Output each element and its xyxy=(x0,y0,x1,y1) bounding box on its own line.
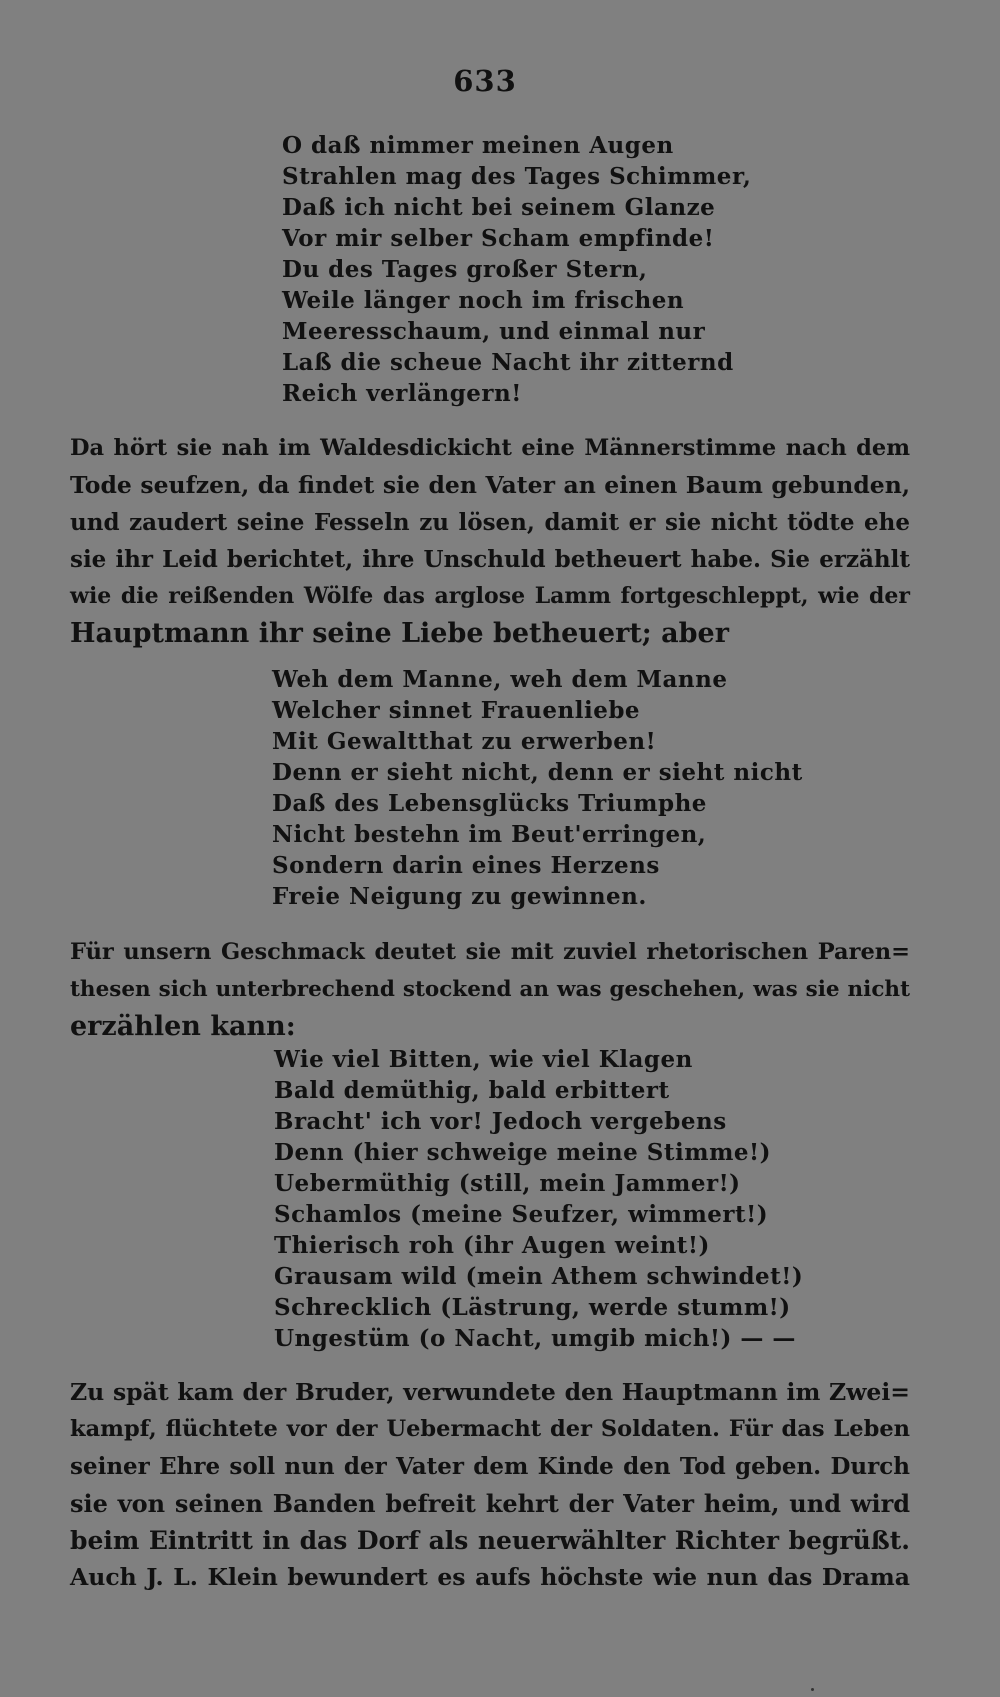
verse-line: Welcher sinnet Frauenliebe xyxy=(272,697,641,724)
prose-line: seiner Ehre soll nun der Vater dem Kinde den Tod geben. Durch xyxy=(70,1453,910,1480)
prose-paragraph-3 xyxy=(70,1374,910,1596)
verse-line: Vor mir selber Scham empfinde! xyxy=(282,225,715,252)
prose-line: Zu spät kam der Bruder, verwundete den Hauptmann im Zwei= xyxy=(70,1378,910,1406)
prose-line: erzählen kann: xyxy=(70,1011,296,1042)
prose-line: kampf, flüchtete vor der Uebermacht der Soldaten. Für das Leben xyxy=(70,1416,910,1442)
scan-speck xyxy=(811,1688,814,1691)
verse-line: Meeresschaum, und einmal nur xyxy=(282,318,706,345)
prose-line: sie ihr Leid berichtet, ihre Unschuld betheuert habe. Sie erzählt xyxy=(70,546,910,573)
verse-line: Mit Gewaltthat zu erwerben! xyxy=(272,728,657,755)
verse-line: Freie Neigung zu gewinnen. xyxy=(272,883,647,910)
verse-line: Bald demüthig, bald erbittert xyxy=(274,1077,670,1104)
verse-line: Weile länger noch im frischen xyxy=(282,287,685,314)
verse-line: Weh dem Manne, weh dem Manne xyxy=(272,666,728,693)
verse-block-2 xyxy=(272,664,803,912)
verse-line: Uebermüthig (still, mein Jammer!) xyxy=(274,1170,741,1197)
prose-line: Hauptmann ihr seine Liebe betheuert; aber xyxy=(70,618,729,649)
verse-line: Nicht bestehn im Beut'erringen, xyxy=(272,821,707,848)
verse-line: Bracht' ich vor! Jedoch vergebens xyxy=(274,1108,727,1135)
prose-line: wie die reißenden Wölfe das arglose Lamm fortgeschleppt, wie der xyxy=(70,583,910,609)
prose-line: Für unsern Geschmack deutet sie mit zuviel rhetorischen Paren= xyxy=(70,939,910,965)
prose-line: thesen sich unterbrechend stockend an was geschehen, was sie nicht xyxy=(70,977,910,1002)
verse-block-1 xyxy=(282,130,751,409)
verse-block-3 xyxy=(274,1044,803,1354)
verse-line: Grausam wild (mein Athem schwindet!) xyxy=(274,1263,804,1290)
verse-line: Schrecklich (Lästrung, werde stumm!) xyxy=(274,1294,791,1321)
verse-line: Reich verlängern! xyxy=(282,380,522,407)
verse-line: Sondern darin eines Herzens xyxy=(272,852,660,879)
verse-line: Schamlos (meine Seufzer, wimmert!) xyxy=(274,1201,769,1228)
verse-line: Denn er sieht nicht, denn er sieht nicht xyxy=(272,759,803,786)
prose-line: sie von seinen Banden befreit kehrt der Vater heim, und wird xyxy=(70,1489,910,1518)
prose-line: beim Eintritt in das Dorf als neuerwählter Richter begrüßt. xyxy=(70,1526,910,1555)
verse-line: Ungestüm (o Nacht, umgib mich!) — — xyxy=(274,1325,796,1352)
verse-line: Denn (hier schweige meine Stimme!) xyxy=(274,1139,772,1166)
verse-line: Strahlen mag des Tages Schimmer, xyxy=(282,163,752,190)
prose-line: und zaudert seine Fesseln zu lösen, damit er sie nicht tödte ehe xyxy=(70,509,910,536)
verse-line: Du des Tages großer Stern, xyxy=(282,256,648,283)
prose-line: Da hört sie nah im Waldesdickicht eine Männerstimme nach dem xyxy=(70,435,910,461)
verse-line: Thierisch roh (ihr Augen weint!) xyxy=(274,1232,710,1259)
verse-line: Laß die scheue Nacht ihr zitternd xyxy=(282,349,734,376)
prose-line: Auch J. L. Klein bewundert es aufs höchste wie nun das Drama xyxy=(70,1563,910,1591)
verse-line: Daß des Lebensglücks Triumphe xyxy=(272,790,707,817)
page-number: 633 xyxy=(453,64,517,98)
prose-paragraph-1 xyxy=(70,430,910,652)
verse-line: Daß ich nicht bei seinem Glanze xyxy=(282,194,716,221)
verse-line: O daß nimmer meinen Augen xyxy=(282,132,674,159)
verse-line: Wie viel Bitten, wie viel Klagen xyxy=(274,1046,693,1073)
prose-paragraph-2 xyxy=(70,934,910,1045)
prose-line: Tode seufzen, da findet sie den Vater an einen Baum gebunden, xyxy=(70,471,910,499)
